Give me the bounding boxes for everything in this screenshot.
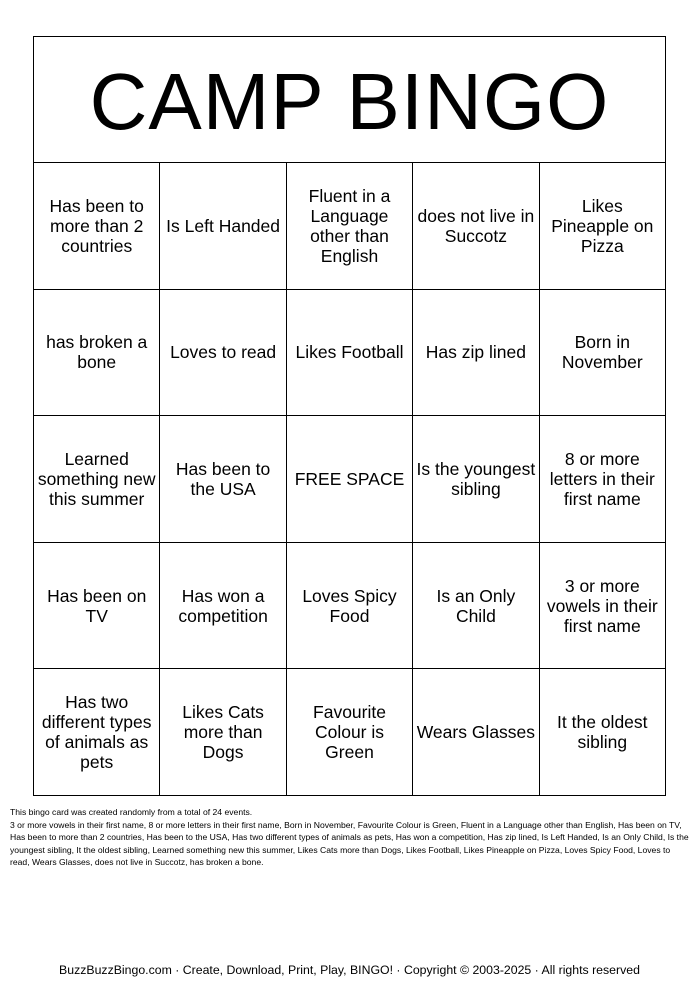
bingo-cell-18[interactable]: [287, 543, 413, 670]
cell-label: Born in November: [561, 332, 643, 373]
free-space-cell[interactable]: [287, 416, 413, 543]
bingo-cell-6[interactable]: [34, 290, 160, 417]
cell-label: Likes Pineapple on Pizza: [551, 195, 654, 256]
cell-label: FREE SPACE: [294, 468, 405, 489]
cell-label: Has been to more than 2 countries: [49, 195, 144, 256]
cell-label: Is the youngest sibling: [416, 458, 536, 499]
cell-label: Has won a competition: [178, 585, 268, 626]
bingo-cell-10[interactable]: [540, 290, 666, 417]
cell-label: Has been on TV: [47, 585, 147, 626]
cell-label: Favourite Colour is Green: [313, 702, 386, 763]
cell-label: Learned something new this summer: [37, 448, 156, 509]
bingo-cell-22[interactable]: [160, 669, 286, 796]
bingo-cell-4[interactable]: [413, 163, 539, 290]
bingo-grid: [33, 163, 666, 796]
card-info: [10, 806, 690, 869]
cell-label: Is an Only Child: [436, 585, 516, 626]
bingo-cell-3[interactable]: [287, 163, 413, 290]
cell-label: Wears Glasses: [416, 722, 536, 743]
bingo-cell-1[interactable]: [34, 163, 160, 290]
bingo-card: [33, 36, 666, 796]
bingo-cell-16[interactable]: [34, 543, 160, 670]
cell-label: has broken a bone: [46, 332, 148, 373]
bingo-cell-2[interactable]: [160, 163, 286, 290]
card-title: CAMP BINGO: [89, 56, 610, 146]
bingo-cell-15[interactable]: [540, 416, 666, 543]
bingo-cell-19[interactable]: [413, 543, 539, 670]
cell-label: does not live in Succotz: [417, 205, 535, 246]
info-summary: This bingo card was created randomly from a total of 24 events.: [10, 807, 253, 817]
bingo-cell-23[interactable]: [287, 669, 413, 796]
cell-label: Likes Football: [295, 342, 404, 363]
bingo-cell-12[interactable]: [160, 416, 286, 543]
cell-label: Loves Spicy Food: [302, 585, 397, 626]
title-box: [33, 36, 666, 163]
bingo-cell-11[interactable]: [34, 416, 160, 543]
cell-label: Has been to the USA: [175, 458, 271, 499]
bingo-cell-7[interactable]: [160, 290, 286, 417]
bingo-cell-5[interactable]: [540, 163, 666, 290]
cell-label: It the oldest sibling: [557, 712, 648, 753]
bingo-cell-9[interactable]: [413, 290, 539, 417]
cell-label: Fluent in a Language other than English: [308, 185, 391, 266]
bingo-cell-25[interactable]: [540, 669, 666, 796]
bingo-cell-17[interactable]: [160, 543, 286, 670]
cell-label: Loves to read: [170, 342, 277, 363]
cell-label: 3 or more vowels in their first name: [546, 575, 658, 636]
bingo-cell-21[interactable]: [34, 669, 160, 796]
bingo-cell-20[interactable]: [540, 543, 666, 670]
cell-label: Likes Cats more than Dogs: [182, 702, 264, 763]
info-event-list: 3 or more vowels in their first name, 8 or more letters in their first name, Born in November, Favourite Colour is Green, Fluent in a Language other than English, Has been on TV, Has been to more than 2 countries, Has been to the USA, Has two different types of animals as pets, Has won a competition, Has zip lined, Is Left Handed, Is an Only Child, Is the youngest sibling, It the oldest sibling, Learned something new this summer, Likes Cats more than Dogs, Likes Football, Likes Pineapple on Pizza, Loves Spicy Food, Loves to read, Wears Glasses, does not live in Succotz, has broken a bone.: [10, 819, 689, 868]
bingo-cell-14[interactable]: [413, 416, 539, 543]
cell-label: Has two different types of animals as pets: [41, 692, 152, 773]
footer-copyright: BuzzBuzzBingo.com · Create, Download, Print, Play, BINGO! · Copyright © 2003-2025 · All rights reserved: [59, 963, 640, 977]
cell-label: Is Left Handed: [166, 215, 280, 236]
bingo-cell-8[interactable]: [287, 290, 413, 417]
cell-label: Has zip lined: [425, 342, 526, 363]
cell-label: 8 or more letters in their first name: [549, 448, 655, 509]
bingo-cell-24[interactable]: [413, 669, 539, 796]
